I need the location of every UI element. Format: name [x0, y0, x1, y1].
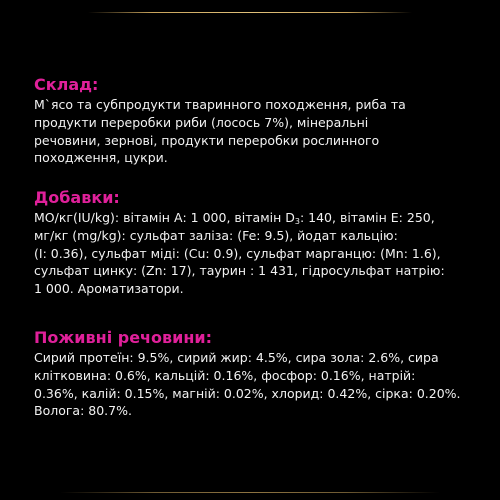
additives-heading: Добавки: [34, 188, 120, 207]
additives-line1-start: МО/кг(IU/kg): вітамін А: 1 000, вітамін D [34, 210, 295, 225]
nutrients-line: клітковина: 0.6%, кальцій: 0.16%, фосфор: 0.16%, натрій: [34, 367, 416, 383]
additives-text [34, 209, 474, 298]
composition-line: речовини, зернові, продукти переробки рослинного [34, 132, 380, 148]
composition-line: продукти переробки риби (лосось 7%), мінеральні [34, 114, 369, 130]
nutrients-section [34, 328, 474, 420]
composition-line: походження, цукри. [34, 150, 168, 166]
nutrients-text [34, 349, 474, 420]
nutrients-line: Волога: 80.7%. [34, 403, 132, 419]
additives-line: (I: 0.36), сульфат міді: (Cu: 0.9), сульфат марганцю: (Mn: 1.6), [34, 245, 441, 261]
additives-line: сульфат цинку: (Zn: 17), таурин : 1 431, гідросульфат натрію: [34, 263, 445, 279]
composition-line: М`ясо та субпродукти тваринного походження, риба та [34, 97, 406, 112]
composition-heading: Склад: [34, 75, 99, 94]
additives-line [34, 209, 474, 227]
bottom-decorative-line [60, 492, 440, 493]
additives-line1-end: : 140, вітамін Е: 250, [299, 210, 435, 225]
additives-section [34, 188, 474, 298]
top-decorative-line [88, 12, 412, 13]
vitamin-d-subscript: 3 [294, 217, 300, 226]
additives-line: мг/кг (mg/kg): сульфат заліза: (Fe: 9.5), йодат кальцію: [34, 227, 398, 243]
nutrients-line: Сирий протеїн: 9.5%, сирий жир: 4.5%, сира зола: 2.6%, сира [34, 350, 439, 365]
nutrients-line: 0.36%, калій: 0.15%, магній: 0.02%, хлорид: 0.42%, сірка: 0.20%. [34, 385, 461, 401]
nutrients-heading: Поживні речовини: [34, 328, 213, 347]
additives-line: 1 000. Ароматизатори. [34, 281, 184, 297]
composition-text [34, 96, 474, 167]
composition-section [34, 75, 474, 167]
